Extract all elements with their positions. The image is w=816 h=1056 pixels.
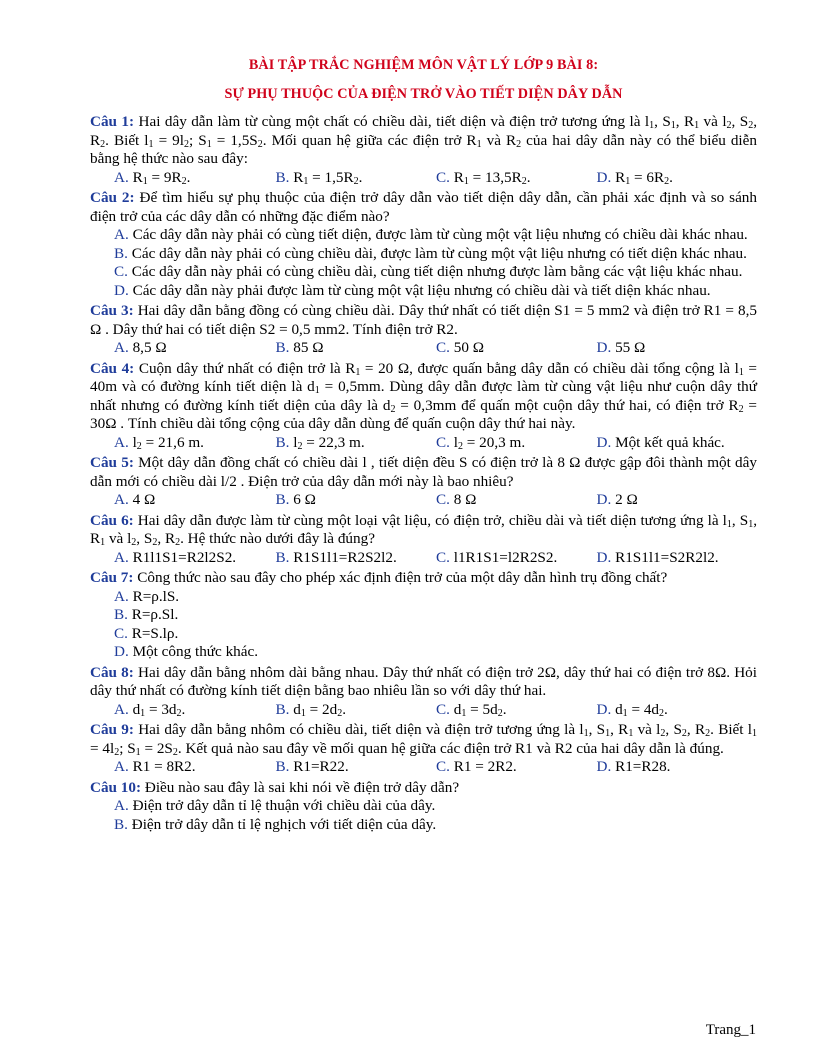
question-label: Câu 5: <box>90 454 134 471</box>
question-1: Câu 1: Hai dây dẫn làm từ cùng một chất có chiều dài, tiết diện và điện trở tương ứng là $l_1$, $S_1$, $R_1$ và $l_2$, $S_2$, $R_2$. Biết $l_1 = 9l_2$; $S_1 = 1,5S_2$. Mối quan hệ giữa các điện trở $R_1$ và $R_2$ của hai dây dẫn này có thể biểu diễn bằng hệ thức nào sau đây: <box>90 113 758 167</box>
answer-options <box>90 758 757 777</box>
option-d[interactable]: D. $d_1 = 4d_2$. <box>596 700 668 719</box>
option-b[interactable]: B. Điện trở dây dẫn tỉ lệ nghịch với tiết diện của dây. <box>114 815 437 833</box>
option-d[interactable]: D. 55 Ω <box>596 339 646 356</box>
answer-options <box>90 701 757 720</box>
doc-subtitle: SỰ PHỤ THUỘC CỦA ĐIỆN TRỞ VÀO TIẾT DIỆN DÂY DẪN <box>224 85 623 102</box>
option-c[interactable]: C. $R_1 = 13,5R_2$. <box>436 168 531 187</box>
question-label: Câu 10: <box>90 778 142 796</box>
option-d[interactable]: D. Một công thức khác. <box>114 643 259 660</box>
question-9: Câu 9: Hai dây dẫn bằng nhôm có chiều dài, tiết diện và điện trở tương ứng là $l_1$, $S_1$, $R_1$ và $l_2$, $S_2$, $R_2$. Biết $l_1 = 4l_2$; $S_1 = 2S_2$. Kết quả nào sau đây về mối quan hệ giữa các điện trở R1 và R2 của hai dây dẫn là đúng. <box>90 721 757 758</box>
document-page <box>90 56 757 834</box>
question-label: Câu 8: <box>90 663 134 681</box>
option-d[interactable]: D. 2 Ω <box>596 491 638 508</box>
answer-options <box>90 339 757 358</box>
option-c[interactable]: C. $l_2 = 20,3$ m. <box>436 433 526 452</box>
option-d[interactable]: D. Các dây dẫn này phải được làm từ cùng một vật liệu nhưng có chiều dài và tiết diện khác nhau. <box>114 281 711 299</box>
option-b[interactable]: B. $d_1 = 2d_2$. <box>275 700 346 719</box>
doc-title: BÀI TẬP TRẮC NGHIỆM MÔN VẬT LÝ LỚP 9 BÀI 8: <box>248 57 599 73</box>
question-label: Câu 2: <box>90 189 135 206</box>
option-a[interactable]: A. 8,5 Ω <box>114 339 167 356</box>
option-b[interactable]: B. R=ρ.Sl. <box>114 606 179 623</box>
question-7: Câu 7: Công thức nào sau đây cho phép xác định điện trở của một dây dẫn hình trụ đồng chất? <box>90 569 668 586</box>
question-5: Câu 5: Một dây dẫn đồng chất có chiều dài l , tiết diện đều S có điện trở là 8 Ω được gập đôi thành một dây dẫn mới có chiều dài l/2 . Điện trở của dây dẫn mới này là bao nhiêu? <box>90 454 757 490</box>
option-a[interactable]: A. Các dây dẫn này phải có cùng tiết diện, được làm từ cùng một vật liệu nhưng có chiều dài khác nhau. <box>114 226 748 243</box>
option-c[interactable]: C. 8 Ω <box>436 491 477 508</box>
answer-options <box>90 434 757 453</box>
answer-options <box>90 169 757 188</box>
question-label: Câu 1: <box>90 113 135 130</box>
option-d[interactable]: D. Một kết quả khác. <box>596 433 725 451</box>
option-d[interactable]: D. R1=R28. <box>596 758 671 775</box>
question-8: Câu 8: Hai dây dẫn bằng nhôm dài bằng nhau. Dây thứ nhất có điện trở 2Ω, dây thứ hai có điện trở 8Ω. Hỏi dây thứ nhất có đường kính tiết diện bằng bao nhiêu lần so với dây thứ hai. <box>90 663 757 699</box>
question-10: Câu 10: Điều nào sau đây là sai khi nói về điện trở dây dẫn? <box>90 778 460 796</box>
question-label: Câu 9: <box>90 721 134 738</box>
answer-options <box>90 491 757 510</box>
answer-options <box>90 549 757 568</box>
question-4: Câu 4: Cuộn dây thứ nhất có điện trở là $R_1 = 20$ Ω, được quấn bằng dây dẫn có chiều dài tổng cộng là $l_1 = 40m$ và có đường kính tiết diện là $d_1 = 0,5mm$. Dùng dây dẫn được làm từ cùng vật liệu như cuộn dây thứ nhất nhưng có đường kính tiết diện của dây là $d_2 = 0,3mm$ để quấn một cuộn dây thứ hai, có điện trở $R_2 = 30\Omega$ . Tính chiều dài tổng cộng của dây dẫn dùng để quấn cuộn dây thứ hai này. <box>90 359 757 432</box>
option-c[interactable]: C. R1 = 2R2. <box>436 758 517 775</box>
option-a[interactable]: A. R1l1S1=R2l2S2. <box>114 548 237 566</box>
question-2: Câu 2: Để tìm hiểu sự phụ thuộc của điện trở dây dẫn vào tiết diện dây dẫn, cần phải xác định và so sánh điện trở của các dây dẫn có những đặc điểm nào? <box>90 189 757 225</box>
option-c[interactable]: C. 50 Ω <box>436 339 485 356</box>
option-b[interactable]: B. 6 Ω <box>275 491 316 508</box>
question-3: Câu 3: Hai dây dẫn bằng đồng có cùng chiều dài. Dây thứ nhất có tiết diện S1 = 5 mm2 và điện trở R1 = 8,5 Ω . Dây thứ hai có tiết diện S2 = 0,5 mm2. Tính điện trở R2. <box>90 302 757 338</box>
question-label: Câu 7: <box>90 569 134 586</box>
option-d[interactable]: D. R1S1l1=S2R2l2. <box>596 548 719 566</box>
option-a[interactable]: A. R=ρ.lS. <box>114 587 180 605</box>
option-a[interactable]: A. 4 Ω <box>114 491 156 508</box>
option-a[interactable]: A. R1 = 8R2. <box>114 758 196 775</box>
option-b[interactable]: B. $R_1 = 1,5R_2$. <box>275 168 363 187</box>
option-b[interactable]: B. 85 Ω <box>275 339 324 356</box>
question-label: Câu 6: <box>90 511 134 529</box>
option-c[interactable]: C. $d_1 = 5d_2$. <box>436 700 507 719</box>
option-b[interactable]: B. Các dây dẫn này phải có cùng chiều dài, được làm từ cùng một vật liệu nhưng có tiết diện khác nhau. <box>114 244 747 262</box>
question-label: Câu 3: <box>90 302 134 319</box>
option-c[interactable]: C. l1R1S1=l2R2S2. <box>436 548 558 566</box>
page-footer: Trang_1 <box>705 1022 756 1038</box>
option-c[interactable]: C. Các dây dẫn này phải có cùng chiều dài, cùng tiết diện nhưng được làm bằng các vật liệu khác nhau. <box>114 263 743 280</box>
option-b[interactable]: B. $l_2 = 22,3$ m. <box>275 433 365 452</box>
option-a[interactable]: A. Điện trở dây dẫn tỉ lệ thuận với chiều dài của dây. <box>114 797 436 814</box>
option-c[interactable]: C. R=S.lρ. <box>114 624 179 642</box>
option-a[interactable]: A. $l_2 = 21,6$ m. <box>114 433 204 452</box>
option-b[interactable]: B. R1S1l1=R2S2l2. <box>275 548 397 566</box>
question-6: Câu 6: Hai dây dẫn được làm từ cùng một loại vật liệu, có điện trở, chiều dài và tiết diện tương ứng là $l_1$, $S_1$, $R_1$ và $l_2$, $S_2$, $R_2$. Hệ thức nào dưới đây là đúng? <box>90 511 757 548</box>
option-b[interactable]: B. R1=R22. <box>275 758 349 775</box>
option-a[interactable]: A. $R_1 = 9R_2$. <box>114 168 191 187</box>
answer-options <box>90 588 757 662</box>
question-label: Câu 4: <box>90 359 135 377</box>
option-d[interactable]: D. $R_1 = 6R_2$. <box>596 168 673 187</box>
option-a[interactable]: A. $d_1 = 3d_2$. <box>114 700 186 719</box>
